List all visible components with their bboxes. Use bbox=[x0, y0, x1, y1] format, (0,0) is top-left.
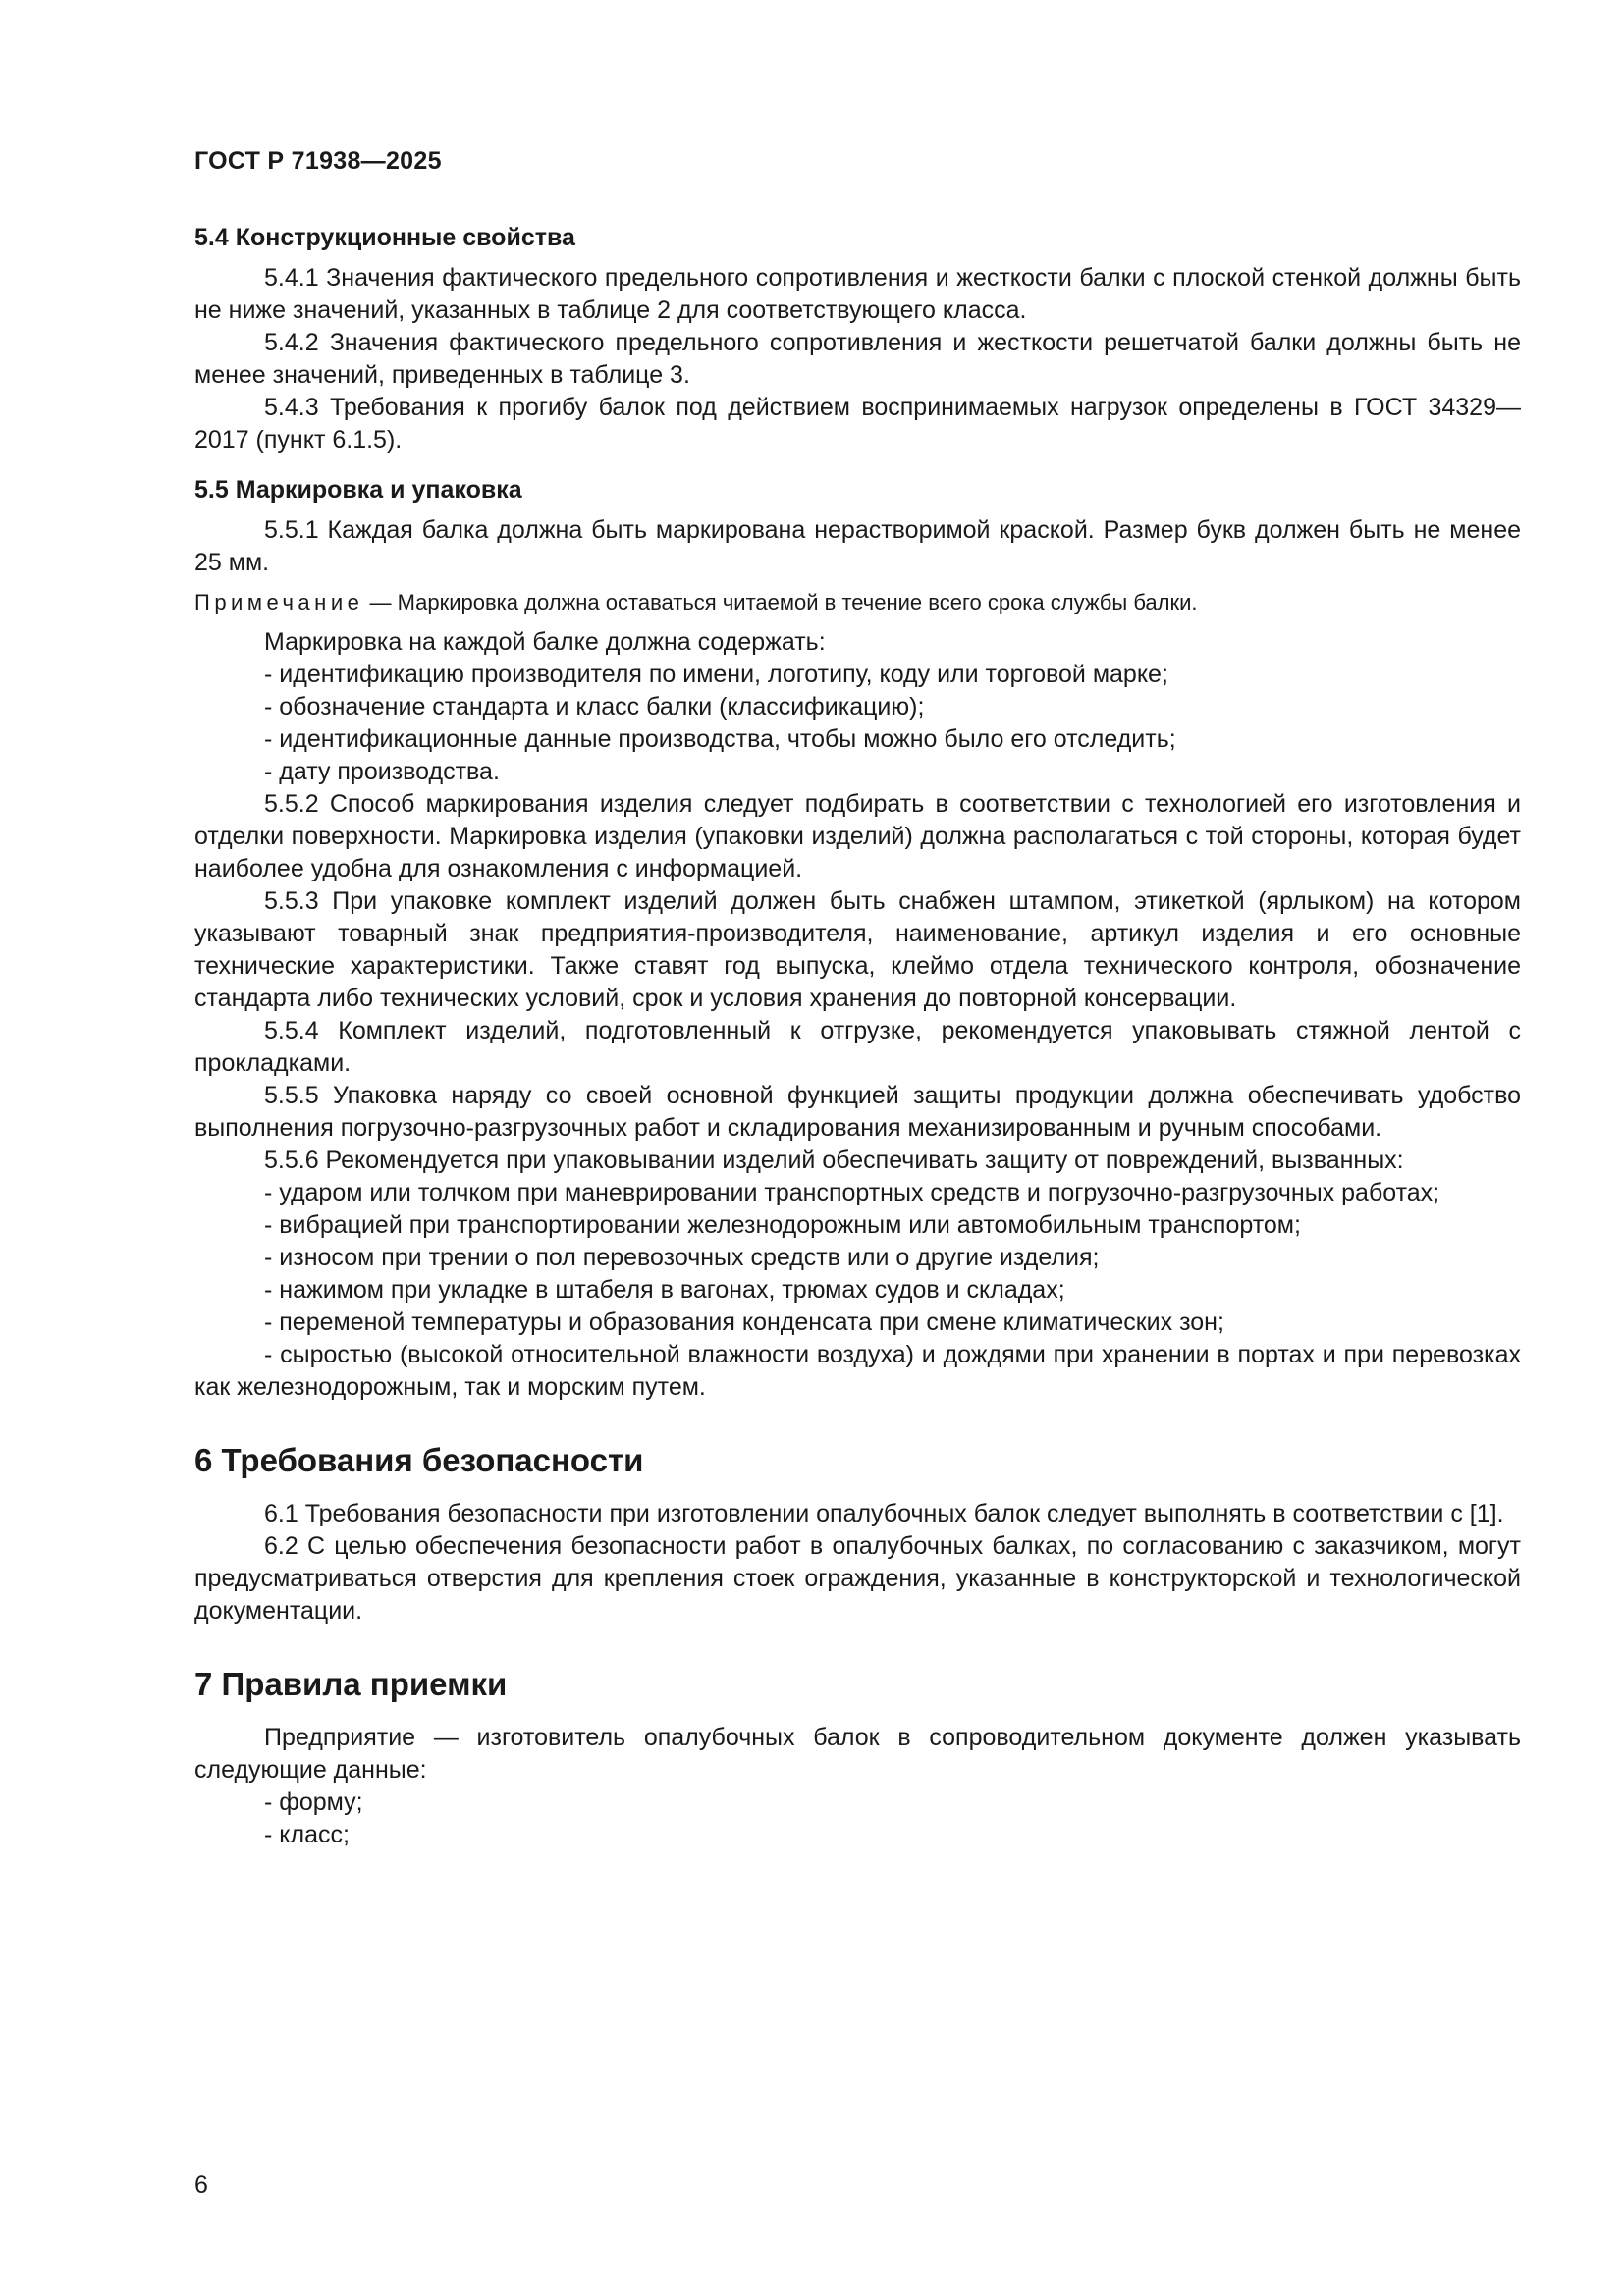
list-item: - вибрацией при транспортировании железнодорожным или автомобильным транспортом; bbox=[264, 1211, 1301, 1239]
paragraph: 5.5.4 Комплект изделий, подготовленный к отгрузке, рекомендуется упаковывать стяжной лентой с прокладками. bbox=[194, 1017, 1521, 1077]
list-item: - обозначение стандарта и класс балки (классификацию); bbox=[264, 693, 925, 721]
paragraph: 5.4.1 Значения фактического предельного сопротивления и жесткости балки с плоской стенкой должны быть не ниже значений, указанных в таблице 2 для соответствующего класса. bbox=[194, 264, 1521, 324]
list-item: - переменой температуры и образования конденсата при смене климатических зон; bbox=[264, 1308, 1224, 1336]
section-heading: 7 Правила приемки bbox=[194, 1666, 508, 1702]
page-number: 6 bbox=[194, 2171, 208, 2199]
paragraph: Предприятие — изготовитель опалубочных балок в сопроводительном документе должен указывать следующие данные: bbox=[194, 1724, 1521, 1784]
paragraph: 5.4.2 Значения фактического предельного сопротивления и жесткости решетчатой балки должны быть не менее значений, приведенных в таблице 3. bbox=[194, 329, 1521, 389]
list-item: - нажимом при укладке в штабеля в вагонах, трюмах судов и складах; bbox=[264, 1276, 1065, 1304]
list-item: - форму; bbox=[264, 1789, 363, 1816]
paragraph: 6.1 Требования безопасности при изготовлении опалубочных балок следует выполнять в соответствии с [1]. bbox=[264, 1500, 1504, 1527]
document-header: ГОСТ Р 71938—2025 bbox=[194, 147, 442, 175]
subsection-heading: 5.5 Маркировка и упаковка bbox=[194, 476, 522, 504]
paragraph: 5.4.3 Требования к прогибу балок под действием воспринимаемых нагрузок определены в ГОСТ 34329—2017 (пункт 6.1.5). bbox=[194, 394, 1521, 454]
section-heading: 6 Требования безопасности bbox=[194, 1442, 644, 1478]
list-item: - класс; bbox=[264, 1821, 350, 1848]
paragraph: 5.5.2 Способ маркирования изделия следует подбирать в соответствии с технологией его изготовления и отделки поверхности. Маркировка изделия (упаковки изделий) должна располагаться с той стороны, которая будет наиболее удобна для ознакомления с информацией. bbox=[194, 790, 1521, 882]
list-item: - ударом или толчком при маневрировании транспортных средств и погрузочно-разгрузочных работах; bbox=[264, 1179, 1440, 1206]
paragraph: 5.5.1 Каждая балка должна быть маркирована нерастворимой краской. Размер букв должен быть не менее 25 мм. bbox=[194, 516, 1521, 576]
subsection-heading: 5.4 Конструкционные свойства bbox=[194, 224, 575, 251]
page-content bbox=[194, 222, 1521, 1851]
paragraph: 5.5.6 Рекомендуется при упаковывании изделий обеспечивать защиту от повреждений, вызванных: bbox=[264, 1147, 1404, 1174]
paragraph: 5.5.5 Упаковка наряду со своей основной функцией защиты продукции должна обеспечивать удобство выполнения погрузочно-разгрузочных работ и складирования механизированным и ручным способами. bbox=[194, 1082, 1521, 1142]
note-label: Примечание bbox=[194, 590, 364, 614]
list-item: - износом при трении о пол перевозочных средств или о другие изделия; bbox=[264, 1244, 1100, 1271]
list-item: - идентификационные данные производства, чтобы можно было его отследить; bbox=[264, 725, 1176, 753]
note-text: — Маркировка должна оставаться читаемой в течение всего срока службы балки. bbox=[363, 590, 1198, 614]
paragraph: 5.5.3 При упаковке комплект изделий должен быть снабжен штампом, этикеткой (ярлыком) на котором указывают товарный знак предприятия-производителя, наименование, артикул изделия и его основные технические характеристики. Также ставят год выпуска, клеймо отдела технического контроля, обозначение стандарта либо технических условий, срок и условия хранения до повторной консервации. bbox=[194, 887, 1521, 1012]
note bbox=[194, 587, 1521, 618]
paragraph: Маркировка на каждой балке должна содержать: bbox=[264, 628, 826, 656]
list-item: - сыростью (высокой относительной влажности воздуха) и дождями при хранении в портах и при перевозках как железнодорожным, так и морским путем. bbox=[194, 1341, 1521, 1401]
list-item: - идентификацию производителя по имени, логотипу, коду или торговой марке; bbox=[264, 661, 1168, 688]
paragraph: 6.2 С целью обеспечения безопасности работ в опалубочных балках, по согласованию с заказчиком, могут предусматриваться отверстия для крепления стоек ограждения, указанные в конструкторской и технологической документации. bbox=[194, 1532, 1521, 1625]
list-item: - дату производства. bbox=[264, 758, 500, 785]
